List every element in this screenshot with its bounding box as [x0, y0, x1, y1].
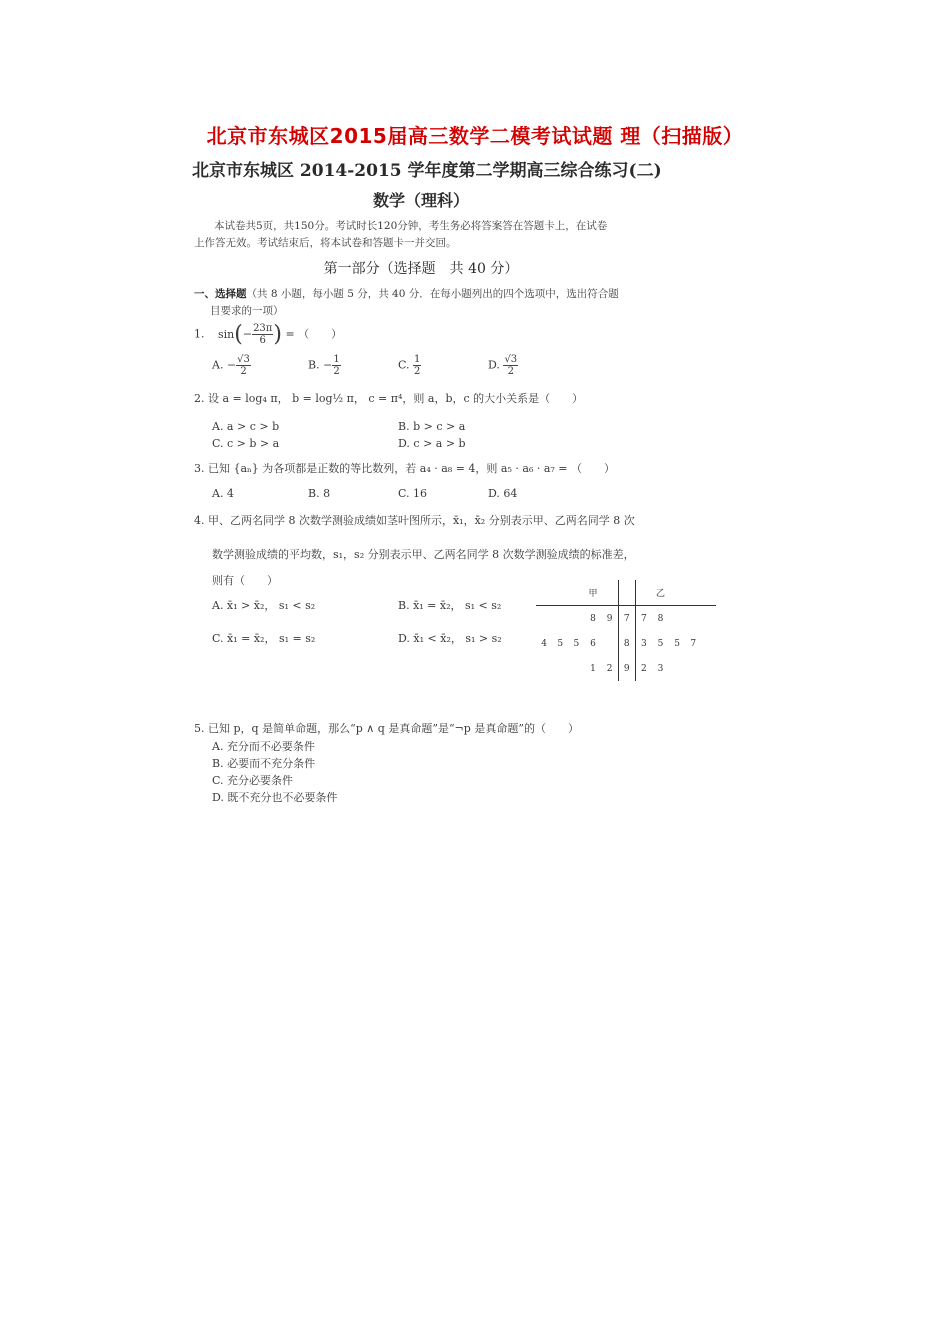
question-5: 5. 已知 p，q 是简单命题，那么“p ∧ q 是真命题”是“¬p 是真命题”的（ ） — [194, 722, 579, 735]
q1-option-b-denominator: 2 — [333, 366, 340, 377]
q3-option-b: B. 8 — [308, 487, 331, 500]
stem-value: 8 — [618, 631, 635, 656]
leaf-right — [701, 656, 716, 681]
stem-plot-row — [536, 656, 716, 681]
leaf-left: 2 — [606, 663, 613, 674]
question-2: 2. 设 a = log₄ π， b = log½ π， c = π⁴，则 a，b，c 的大小关系是（ ） — [194, 392, 584, 405]
section-instructions-1: （共 8 小题，每小题 5 分，共 40 分．在每小题列出的四个选项中，选出符合题 — [246, 288, 619, 300]
leaf-left — [568, 606, 584, 632]
leaf-right: 5 — [657, 638, 664, 649]
stem-plot-right-label: 乙 — [652, 580, 669, 606]
question-4-line-1: 4. 甲、乙两名同学 8 次数学测验成绩如茎叶图所示，x̄₁，x̄₂ 分别表示甲、乙两名同学 8 次 — [194, 514, 635, 527]
leaf-right: 2 — [641, 663, 647, 674]
q1-option-b-label: B. — [308, 358, 320, 372]
q1-option-c-fraction — [413, 354, 421, 377]
leaf-right — [685, 606, 701, 632]
q1-fraction — [252, 323, 273, 346]
scanned-exam-page — [186, 148, 716, 818]
q4-option-b: B. x̄₁ = x̄₂， s₁ < s₂ — [398, 599, 502, 612]
leaf-left — [602, 631, 619, 656]
stem-plot-left-label: 甲 — [584, 580, 601, 606]
exam-instructions — [194, 218, 654, 252]
q1-option-d-denominator: 2 — [507, 366, 514, 377]
q1-option-c — [398, 354, 421, 377]
leaf-left: 4 — [541, 638, 547, 649]
leaf-left — [552, 606, 568, 632]
leaf-right — [669, 656, 685, 681]
section-instructions-2: 目要求的一项） — [210, 305, 284, 317]
q5-option-a: A. 充分而不必要条件 — [212, 740, 315, 753]
leaf-left — [568, 656, 584, 681]
document-title: 北京市东城区2015届高三数学二模考试试题 理（扫描版） — [206, 124, 744, 148]
leaf-right: 3 — [657, 663, 664, 674]
q1-left-paren: ( — [234, 322, 243, 347]
stem-value: 7 — [618, 606, 635, 632]
q3-option-c: C. 16 — [398, 487, 428, 500]
leaf-left: 8 — [590, 613, 596, 624]
leaf-left — [552, 656, 568, 681]
q1-option-d-label: D. — [488, 358, 500, 372]
leaf-left — [536, 656, 552, 681]
leaf-right — [669, 606, 685, 632]
stem-value: 9 — [618, 656, 635, 681]
part-title: 第一部分（选择题 共 40 分） — [323, 261, 519, 277]
q1-option-b-sign: − — [323, 358, 333, 372]
leaf-left: 5 — [557, 638, 564, 649]
q1-fraction-numerator: 23π — [253, 323, 273, 334]
q1-fraction-denominator: 6 — [259, 335, 266, 346]
q3-option-d: D. 64 — [488, 487, 518, 500]
leaf-right — [701, 606, 716, 632]
q1-number: 1. — [194, 327, 205, 341]
q1-option-b — [308, 354, 341, 377]
exam-header: 北京市东城区 2014-2015 学年度第二学期高三综合练习(二) — [192, 161, 662, 181]
stem-plot-row — [536, 606, 716, 632]
leaf-right — [685, 656, 701, 681]
q1-right-paren: ) — [273, 322, 282, 347]
q1-option-a-numerator: √3 — [237, 354, 250, 365]
leaf-left: 1 — [590, 663, 596, 674]
q2-option-d: D. c > a > b — [398, 437, 466, 450]
q2-option-c: C. c > b > a — [212, 437, 280, 450]
leaf-right: 3 — [641, 638, 647, 649]
q4-option-c: C. x̄₁ = x̄₂， s₁ = s₂ — [212, 632, 316, 645]
q5-option-b: B. 必要而不充分条件 — [212, 757, 316, 770]
q1-option-d-fraction — [503, 354, 518, 377]
q1-option-a-sign: − — [226, 358, 237, 372]
q1-option-a — [212, 354, 251, 377]
stem-and-leaf-plot — [536, 580, 716, 681]
q1-option-d-numerator: √3 — [504, 354, 518, 365]
question-1: 1. sin(− $\frac{23\pi}{6}$ ) = （ ） — [194, 322, 343, 347]
leaf-left: 6 — [590, 638, 596, 649]
instructions-line-1: 本试卷共5页，共150分。考试时长120分钟，考生务必将答案答在答题卡上，在试卷 — [214, 220, 608, 232]
leaf-right — [701, 631, 716, 656]
q1-option-b-fraction — [332, 354, 340, 377]
leaf-left: 9 — [606, 613, 613, 624]
question-4-line-2: 数学测验成绩的平均数，s₁，s₂ 分别表示甲、乙两名同学 8 次数学测验成绩的标准差， — [212, 548, 635, 561]
q1-option-d — [488, 354, 518, 377]
stem-column-header — [618, 580, 635, 606]
q2-option-b: B. b > c > a — [398, 420, 466, 433]
q1-prefix: sin — [218, 327, 235, 341]
q1-option-c-label: C. — [398, 358, 410, 372]
instructions-line-2: 上作答无效。考试结束后，将本试卷和答题卡一并交回。 — [194, 237, 457, 249]
q1-option-a-denominator: 2 — [240, 366, 247, 377]
q4-option-a: A. x̄₁ > x̄₂， s₁ < s₂ — [212, 599, 316, 612]
q1-option-a-fraction — [236, 354, 251, 377]
section-heading — [194, 286, 644, 320]
question-4-line-3: 则有（ ） — [212, 574, 278, 587]
leaf-right: 7 — [690, 638, 697, 649]
subject-title: 数学（理科） — [372, 191, 469, 210]
q3-option-a: A. 4 — [212, 487, 234, 500]
q5-option-c: C. 充分必要条件 — [212, 774, 294, 787]
leaf-right: 8 — [657, 613, 664, 624]
leaf-right: 5 — [674, 638, 680, 649]
q1-option-a-label: A. — [212, 358, 224, 372]
stem-plot-row — [536, 631, 716, 656]
q1-suffix: = （ ） — [285, 327, 343, 341]
q5-option-d: D. 既不充分也不必要条件 — [212, 791, 338, 804]
question-3: 3. 已知 {aₙ} 为各项都是正数的等比数列，若 a₄ · a₈ = 4，则 a₅ · a₆ · a₇ = （ ） — [194, 462, 616, 475]
leaf-right: 7 — [641, 613, 647, 624]
section-label: 一、选择题 — [194, 288, 247, 300]
q1-option-b-numerator: 1 — [333, 354, 340, 365]
stem-plot-header — [536, 580, 716, 606]
leaf-left: 5 — [573, 638, 580, 649]
leaf-left — [536, 606, 552, 632]
q1-option-c-denominator: 2 — [414, 366, 421, 377]
q2-option-a: A. a > c > b — [212, 420, 280, 433]
q1-option-c-numerator: 1 — [414, 354, 421, 365]
q4-option-d: D. x̄₁ < x̄₂， s₁ > s₂ — [398, 632, 502, 645]
